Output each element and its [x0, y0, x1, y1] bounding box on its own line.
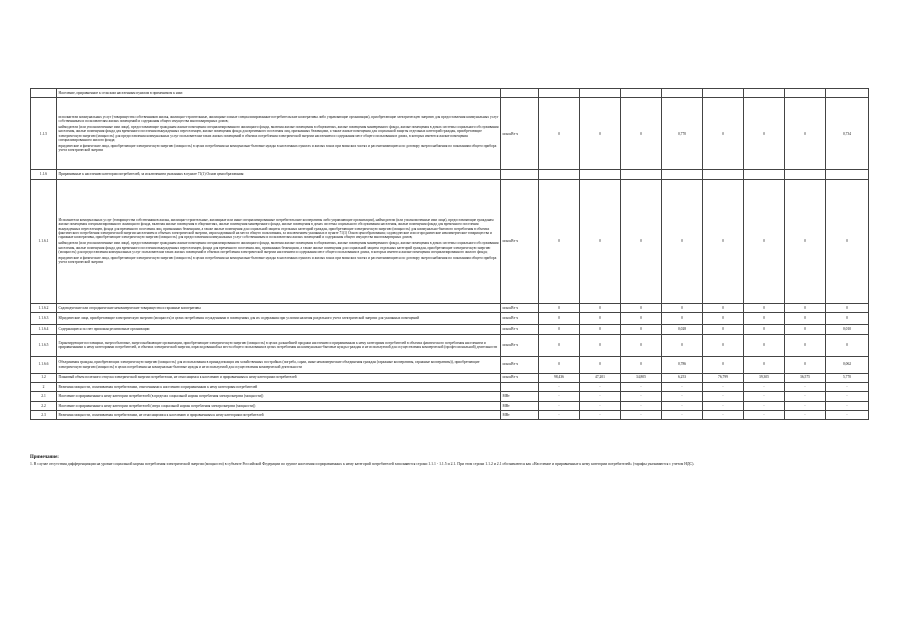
value-cell: 0 [662, 179, 703, 303]
description-paragraph: исполнители коммунальных услуг (товарищества собственников жилья, жилищно-строительные, жилищные и иные специализированные потребительские кооперативы либо управляющие организации), приобретающие электрическую энергию для предоставления коммунальных услуг собственникам и пользователям жилых помещений и содержания общего имущества многоквартирных домов; [58, 114, 499, 124]
value-cell [744, 170, 785, 179]
table-row [31, 303, 869, 312]
value-cell [662, 170, 703, 179]
value-cell: 0 [703, 303, 744, 312]
value-cell: 0 [580, 356, 621, 373]
description-paragraph: наймодатели (или уполномоченные ими лица), предоставляющие гражданам жилые помещения специализированного жилищного фонда, включая жилые помещения в общежитиях, жилые помещения маневренного фонда, жилые помещения в домах системы социального обслуживания населения, жилые помещения фонда для временного поселения вынужденных переселенцев, жилые помещения фонда для временного поселения лиц, признанных беженцами, а также жилые помещения для социальной защиты отдельных категорий граждан, приобретающие электрическую энергию (мощность) для предоставления коммунальных услуг пользователям таких жилых помещений в объемах потребления электрической энергии населением и содержания мест общего пользования в домах, в которых имеются жилые помещения специализированного жилого фонда; [58, 125, 499, 143]
value-cell: 0 [785, 325, 826, 334]
row-description [57, 392, 501, 401]
value-cell: 0 [539, 179, 580, 303]
row-description [57, 373, 501, 382]
row-unit: МВт [501, 411, 539, 420]
description-paragraph: Приравненные к населению категории потребителей, за исключением указанных в пункте 71(1) Основ ценообразования: [58, 172, 245, 177]
value-cell: - [703, 401, 744, 410]
value-cell: 0 [621, 334, 662, 356]
value-cell: - [580, 382, 621, 391]
value-cell [785, 89, 826, 98]
value-cell: 39,305 [744, 373, 785, 382]
value-cell [703, 170, 744, 179]
description-paragraph: Юридические лица, приобретающие электрическую энергию (мощность) в целях потребления осужденными в помещениях для их содержания при условии наличия раздельного учета электрической энергии для указанных помещений [58, 316, 420, 321]
row-unit: млн кВт·ч [501, 313, 539, 325]
value-cell [826, 89, 869, 98]
description-paragraph: Величина мощности, оплачиваемая потребителями, отнесенными к населению и приравненным к нему категориям потребителей [58, 384, 258, 389]
table-body [31, 89, 869, 420]
table-row [31, 89, 869, 98]
row-code: 1.2 [31, 373, 57, 382]
value-cell: 0 [785, 303, 826, 312]
value-cell: 0 [580, 303, 621, 312]
value-cell [621, 89, 662, 98]
row-code: 1.1.5 [31, 98, 57, 170]
value-cell: 0 [703, 334, 744, 356]
value-cell: - [785, 382, 826, 391]
description-paragraph: Объединения граждан, приобретающих электрическую энергию (мощность) для использования в принадлежащих им хозяйственных постройках (погреба, сараи, иные некоммерческие объединения граждан (гаражные кооперативы, гаражные кооперативы)), приобретающие электрическую энергию (мощность) в целях потребления на коммунально-бытовые нужды и не используемой для осуществления коммерческой деятельности [58, 360, 480, 369]
value-cell: - [826, 392, 869, 401]
table-row [31, 170, 869, 179]
value-cell [539, 170, 580, 179]
description-paragraph: Население и приравненные к нему категории потребителей (в пределах социальной нормы потребления электроэнергии (мощности)) [58, 394, 264, 399]
value-cell: 0 [539, 98, 580, 170]
notes-text: 1. В случае отсутствия дифференциации на уровне социальной нормы потребления электрической энергии (мощности) в субъекте Российской Федерации по группе населения и приравненных к нему категорий потребителей заполняются строки 1.1.1 - 1.1.5 и 2.1. При этом строки 1.1.2 и 2.1 обозначаются как «Население и приравненные к нему категории потребителей» (тарифы указываются с учетом НДС). [30, 462, 695, 466]
value-cell: - [662, 401, 703, 410]
value-cell: - [703, 392, 744, 401]
row-description [57, 382, 501, 391]
value-cell: 0 [539, 303, 580, 312]
value-cell: 0,734 [826, 98, 869, 170]
value-cell: 0 [785, 98, 826, 170]
row-unit: млн кВт·ч [501, 356, 539, 373]
table-row [31, 98, 869, 170]
description-paragraph: Плановый объем полезного отпуска электрической энергии потребителям, не относящимся к населению и приравненным к нему категориям потребителей [58, 375, 297, 380]
value-cell: 0 [539, 325, 580, 334]
row-unit [501, 170, 539, 179]
value-cell: 0 [703, 313, 744, 325]
table-row [31, 313, 869, 325]
value-cell: 0 [744, 313, 785, 325]
description-paragraph: Гарантирующие поставщики, энергосбытовые, энергоснабжающие организации, приобретающие электрическую энергию (мощность) в целях дальнейшей продажи населению и приравненным к нему категориям потребителей в объемах фактического потребления населением и приравненными к нему категориями потребителей, и объемах электрической энергии, израсходованной на места общего пользования в целях потребления на коммунально-бытовые нужды граждан и не используемой для осуществления коммерческой (профессиональной) деятельности [58, 340, 498, 349]
value-cell: 0 [703, 179, 744, 303]
value-cell: 0 [826, 179, 869, 303]
table-row [31, 334, 869, 356]
value-cell: 0 [744, 179, 785, 303]
value-cell: - [744, 401, 785, 410]
table-row [31, 373, 869, 382]
value-cell: - [703, 411, 744, 420]
value-cell: - [580, 401, 621, 410]
value-cell: 0 [662, 313, 703, 325]
value-cell: 0,770 [662, 98, 703, 170]
description-paragraph: Население, приравненное к сельским населенным пунктам в применимом к ним: [58, 90, 183, 95]
value-cell: 0 [662, 334, 703, 356]
description-paragraph: юридические и физические лица, приобретающие электрическую энергию (мощность) в целях потребления на коммунально-бытовые нужды в населенных пунктах и жилых зонах при воинских частях и рассчитывающиеся по договору энергоснабжения по показаниям общего прибора учета электрической энергии [58, 255, 497, 265]
row-code: 1.1.6.6 [31, 356, 57, 373]
value-cell: 34,805 [621, 373, 662, 382]
value-cell: - [744, 411, 785, 420]
value-cell: 0 [621, 303, 662, 312]
row-unit: МВт [501, 401, 539, 410]
value-cell: - [621, 411, 662, 420]
value-cell: 0 [539, 334, 580, 356]
value-cell: - [662, 382, 703, 391]
value-cell: 0 [744, 334, 785, 356]
row-code: 1.1.6.1 [31, 179, 57, 303]
value-cell: 0 [744, 325, 785, 334]
value-cell [662, 89, 703, 98]
value-cell: 0 [580, 325, 621, 334]
notes-block [30, 455, 870, 467]
table-row [31, 411, 869, 420]
description-paragraph: Исполнители коммунальных услуг (товарищества собственников жилья, жилищно-строительные, жилищные или иные специализированные потребительские кооперативы либо управляющие организации), наймодатели (или уполномоченные ими лица), предоставляющие гражданам жилые помещения специализированного жилищного фонда, включая жилые помещения в общежитиях, жилые помещения маневренного фонда, жилые помещения в домах системы социального обслуживания населения, жилые помещения фонда для временного поселения вынужденных переселенцев, фонда для временного поселения лиц, признанных беженцами, а также жилые помещения для социальной защиты отдельных категорий граждан, приобретающие электрическую энергию (мощность) для коммунально-бытового потребления в объемах фактического потребления электрической энергии населением и объемах электрической энергии, израсходованной на места общего пользования, за исключением указанных в пункте 71(1) Основ ценообразования; садоводческие или огороднические некоммерческие товарищества и гаражные кооперативы, приобретающие электрическую энергию (мощность) для предоставления коммунальных услуг собственникам и пользователям жилых помещений и содержания общего имущества многоквартирных домов; [58, 217, 494, 240]
table-row [31, 401, 869, 410]
value-cell: 0 [785, 313, 826, 325]
row-description [57, 303, 501, 312]
value-cell: - [539, 392, 580, 401]
value-cell [703, 89, 744, 98]
row-unit: млн кВт·ч [501, 325, 539, 334]
value-cell: - [744, 392, 785, 401]
value-cell: 0 [580, 313, 621, 325]
row-code: 1.1.6.5 [31, 334, 57, 356]
row-code [31, 89, 57, 98]
value-cell: 0 [580, 334, 621, 356]
value-cell: 47,201 [580, 373, 621, 382]
row-description [57, 89, 501, 98]
value-cell: 0 [703, 98, 744, 170]
row-description [57, 334, 501, 356]
value-cell: 0 [539, 313, 580, 325]
row-description [57, 170, 501, 179]
value-cell: 0 [785, 179, 826, 303]
table-row [31, 382, 869, 391]
row-unit [501, 89, 539, 98]
value-cell: 0 [826, 313, 869, 325]
value-cell: - [580, 392, 621, 401]
table-row [31, 179, 869, 303]
value-cell: 0 [580, 98, 621, 170]
value-cell: 0,062 [826, 356, 869, 373]
value-cell: 0 [580, 179, 621, 303]
value-cell [580, 170, 621, 179]
row-code: 1.1.6.4 [31, 325, 57, 334]
row-code: 2 [31, 382, 57, 391]
value-cell: 98,436 [539, 373, 580, 382]
value-cell: 0 [539, 356, 580, 373]
value-cell: 0,028 [662, 325, 703, 334]
row-description [57, 356, 501, 373]
value-cell: 6,253 [662, 373, 703, 382]
value-cell [580, 89, 621, 98]
value-cell: 0 [621, 179, 662, 303]
value-cell: 0 [826, 334, 869, 356]
row-description [57, 325, 501, 334]
value-cell [621, 170, 662, 179]
value-cell: 0 [826, 303, 869, 312]
value-cell: - [662, 392, 703, 401]
value-cell: - [826, 401, 869, 410]
row-code: 2.2 [31, 401, 57, 410]
value-cell: 36,575 [785, 373, 826, 382]
value-cell [826, 170, 869, 179]
value-cell [539, 89, 580, 98]
value-cell: - [621, 392, 662, 401]
value-cell: 0 [621, 313, 662, 325]
description-paragraph: Величина мощности, оплачиваемая потребителями, не относящимися к населению и приравненным к нему категориям потребителей [58, 412, 264, 417]
description-paragraph: Население и приравненные к нему категории потребителей (сверх социальной нормы потребления электроэнергии (мощности)) [58, 403, 256, 408]
value-cell: - [621, 382, 662, 391]
row-code: 1.1.6.3 [31, 313, 57, 325]
value-cell: - [580, 411, 621, 420]
description-paragraph: Содержащиеся за счет прихожан религиозные организации [58, 327, 150, 332]
row-unit: млн кВт·ч [501, 373, 539, 382]
value-cell: 0 [621, 356, 662, 373]
value-cell: 0,786 [662, 356, 703, 373]
value-cell: - [539, 401, 580, 410]
value-cell: 0 [703, 356, 744, 373]
value-cell: - [826, 411, 869, 420]
value-cell: - [785, 401, 826, 410]
row-description [57, 179, 501, 303]
row-unit: МВт [501, 392, 539, 401]
value-cell: 0 [744, 303, 785, 312]
value-cell: 5,770 [826, 373, 869, 382]
table-row [31, 325, 869, 334]
value-cell: 0 [621, 325, 662, 334]
row-description [57, 401, 501, 410]
row-code: 2.3 [31, 411, 57, 420]
value-cell: 0 [744, 98, 785, 170]
description-paragraph: наймодатели (или уполномоченные ими лица), предоставляющие гражданам жилые помещения специализированного жилищного фонда, включая жилые помещения в общежитиях, жилые помещения маневренного фонда, жилые помещения в домах системы социального обслуживания населения, жилые помещения фонда для временного поселения вынужденных переселенцев, фонда для временного поселения лиц, признанных беженцами, а также жилые помещения для социальной защиты отдельных категорий граждан, приобретающие электрическую энергию (мощность) для предоставления коммунальных услуг пользователям таких жилых помещений в объемах потребления электрической энергии населением и содержания мест общего пользования в домах, в которых имеются жилые помещения специализированного жилого фонда; [58, 241, 499, 255]
value-cell: 0 [621, 98, 662, 170]
consumption-table [30, 88, 869, 420]
row-unit: млн кВт·ч [501, 334, 539, 356]
notes-heading: Примечание: [30, 455, 59, 460]
value-cell: - [826, 382, 869, 391]
table-row [31, 392, 869, 401]
value-cell [744, 89, 785, 98]
value-cell: - [744, 382, 785, 391]
value-cell: - [539, 382, 580, 391]
row-code: 1.1.6 [31, 170, 57, 179]
value-cell: - [621, 401, 662, 410]
row-description [57, 98, 501, 170]
row-unit: млн кВт·ч [501, 303, 539, 312]
value-cell: 0 [703, 325, 744, 334]
value-cell: - [703, 382, 744, 391]
row-description [57, 313, 501, 325]
value-cell: 0 [744, 356, 785, 373]
value-cell: 0 [785, 356, 826, 373]
row-unit: млн кВт·ч [501, 98, 539, 170]
value-cell: - [662, 411, 703, 420]
row-description [57, 411, 501, 420]
row-code: 1.1.6.2 [31, 303, 57, 312]
value-cell: 76,799 [703, 373, 744, 382]
value-cell: - [539, 411, 580, 420]
value-cell: 0 [662, 303, 703, 312]
value-cell [785, 170, 826, 179]
description-paragraph: Садоводческие или огороднические некоммерческие товарищества и гаражные кооперативы [58, 305, 201, 310]
table-row [31, 356, 869, 373]
tariff-table-sheet [30, 88, 868, 420]
row-unit [501, 382, 539, 391]
value-cell: 0 [785, 334, 826, 356]
value-cell: 0,010 [826, 325, 869, 334]
row-code: 2.1 [31, 392, 57, 401]
description-paragraph: юридические и физические лица, приобретающие электрическую энергию (мощность) в целях потребления на коммунально-бытовые нужды в населенных пунктах и жилых зонах при воинских частях и рассчитывающиеся по договору энергоснабжения по показаниям общего прибора учета электрической энергии [58, 144, 497, 153]
row-unit: млн кВт·ч [501, 179, 539, 303]
value-cell: - [785, 411, 826, 420]
value-cell: - [785, 392, 826, 401]
